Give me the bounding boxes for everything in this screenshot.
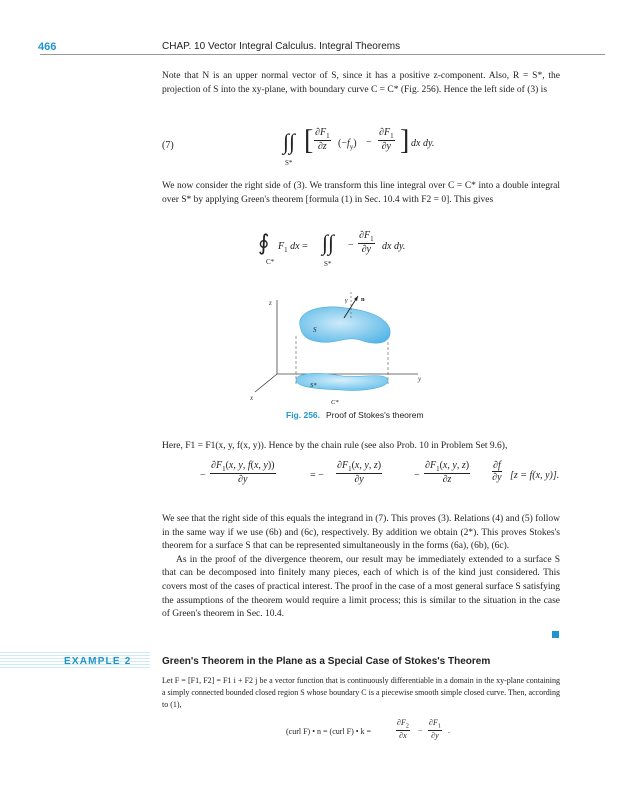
y-axis-label: y	[418, 375, 422, 383]
gamma-label: γ	[345, 297, 348, 304]
paragraph-normal-vector	[162, 70, 560, 97]
equation-curl	[286, 718, 486, 748]
z-axis-label: z	[269, 299, 272, 307]
equation-chain-rule	[200, 460, 560, 496]
curve-label: C*	[331, 399, 339, 406]
running-head: CHAP. 10 Vector Integral Calculus. Integral Theorems	[162, 41, 401, 52]
example-label: EXAMPLE 2	[64, 656, 132, 667]
end-of-proof-square	[552, 631, 559, 638]
paragraph-conclusion	[162, 513, 560, 622]
equation-number-7: (7)	[162, 140, 174, 151]
neg-fy: $(-f_y)$	[338, 138, 357, 151]
example-body: Let F = [F1, F2] = F1 i + F2 j be a vector function that is continuously differentiable in a domain in the xy-plane containing a simply connected bounded closed region S whose boundary C is a piecewise smooth simple closed curve. Then, according to (1),	[162, 676, 560, 709]
equals-sign: = −	[310, 470, 324, 481]
line-integrand: $F_1$ dx =	[278, 241, 308, 254]
fraction-dF1-dy: $\frac{\partial F_1}{\partial y}$	[359, 230, 374, 255]
region-label: S*	[285, 159, 293, 167]
minus-sign: −	[366, 137, 372, 148]
fraction-lhs: $\frac{\partial F_1(x, y, f(x, y))}{\partial y}$	[211, 460, 275, 485]
fraction-dF1-dy: $\frac{\partial F_1}{\partial y}$	[379, 127, 394, 152]
differential: dx dy.	[411, 138, 435, 149]
minus-sign: −	[200, 470, 206, 481]
figure-caption	[286, 410, 424, 420]
fraction-dF1-dy: $\frac{\partial F_1}{\partial y}$	[429, 718, 441, 740]
normal-label: n	[361, 296, 365, 303]
double-integral-sign: ∫∫	[322, 230, 335, 255]
equation-green	[258, 228, 458, 270]
normal-arrow-head	[354, 296, 358, 301]
curve-label: C*	[266, 258, 275, 266]
projection-label: S*	[310, 382, 317, 389]
minus-sign-2: −	[414, 470, 420, 481]
fraction-partial-z: $\frac{\partial F_1(x, y, z)}{\partial z}$	[425, 460, 470, 485]
figure-label: Fig. 256.	[286, 410, 321, 420]
fraction-dF1-dz: $\frac{\partial F_1}{\partial z}$	[315, 127, 330, 152]
figure-256	[250, 288, 450, 406]
paragraph-green-transform	[162, 180, 560, 207]
period: .	[448, 726, 450, 735]
double-integral-sign: ∫∫	[283, 129, 296, 154]
fraction-df-dy: $\frac{\partial f}{\partial y}$	[492, 460, 502, 483]
paragraph-text-extension: As in the proof of the divergence theorem, our result may be immediately extended to a surface S that can be decomposed into finitely many pieces, each of which is of the kind just considered. This covers most of the cases of practical interest. The proof in the case of a most general surface S satisfying the assumptions of the theorem would require a limit process; this is similar to the situation in the case of Green's theorem in Sec. 10.4.	[162, 554, 560, 620]
header-rule	[40, 54, 605, 55]
surface-s	[300, 307, 391, 343]
surface-label: S	[313, 326, 317, 334]
paragraph-text: Note that N is an upper normal vector of S, since it has a positive z-component. Also, R = S*, the projection of S into the xy-plane, with boundary curve C = C* (Fig. 256). Hence the left side of (3) is	[162, 71, 560, 95]
fraction-dF2-dx: $\frac{\partial F_2}{\partial x}$	[397, 718, 409, 740]
x-axis-label: x	[250, 394, 254, 402]
differential: dx dy.	[382, 241, 406, 252]
fraction-partial-y: $\frac{\partial F_1(x, y, z)}{\partial y}$	[337, 460, 382, 485]
condition: [z = f(x, y)].	[510, 470, 560, 481]
paragraph-text: We see that the right side of this equals the integrand in (7). This proves (3). Relations (4) and (5) follow in the same way if we use (6b) and (6c), respectively. By addition we obtain (2*). This proves Stokes's theorem for a surface S that can be represented simultaneously in the forms (6a), (6b), (6c).	[162, 514, 560, 552]
contour-integral-sign: ∮	[258, 230, 270, 255]
page-number: 466	[38, 41, 57, 53]
x-axis	[255, 374, 277, 392]
example-title: Green's Theorem in the Plane as a Special Case of Stokes's Theorem	[162, 656, 491, 667]
curl-lhs: (curl F) • n = (curl F) • k =	[286, 727, 372, 736]
figure-caption-text: Proof of Stokes's theorem	[326, 410, 424, 420]
minus-sign: −	[348, 240, 354, 251]
paragraph-text: Here, F1 = F1(x, y, f(x, y)). Hence by the chain rule (see also Prob. 10 in Problem Set 9.6),	[162, 441, 508, 451]
paragraph-chain-rule	[162, 440, 560, 454]
minus-sign: −	[418, 726, 423, 735]
paragraph-text: We now consider the right side of (3). We transform this line integral over C = C* into a double integral over S* by applying Green's theorem [formula (1) in Sec. 10.4 with F2 = 0]. This gives	[162, 181, 560, 205]
right-bracket: ]	[400, 125, 410, 156]
left-bracket: [	[304, 125, 314, 156]
equation-7	[283, 125, 463, 165]
surface-label: S*	[324, 260, 332, 268]
